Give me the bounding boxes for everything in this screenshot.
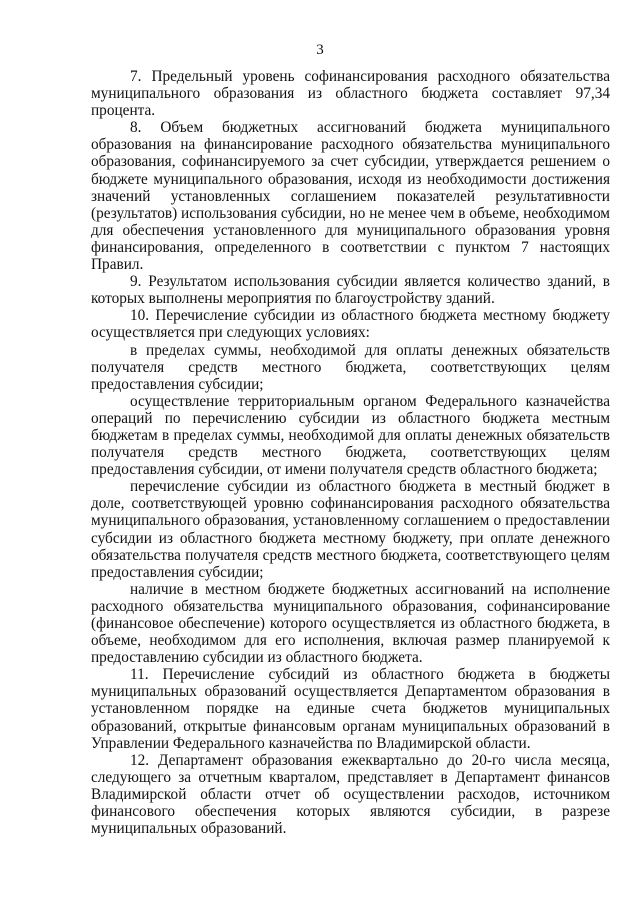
paragraph-12: 12. Департамент образования ежеквартально до 20-го числа месяца, следующего за отчетным кварталом, представляет в Департамент финансов Владимирской области отчет об осуществлении расходов, источником финансового обеспечения которых являются субсидии, в разрезе муниципальных образований. [91, 751, 610, 838]
condition-item-3: перечисление субсидии из областного бюджета в местный бюджет в доле, соответствующей уровню софинансирования расходного обязательства муниципального образования, установленному соглашением о предоставлении субсидии из областного бюджета местному бюджету, при оплате денежного обязательства получателя средств местного бюджета, соответствующего целям предоставления субсидии; [91, 478, 610, 581]
condition-item-2: осуществление территориальным органом Федерального казначейства операций по перечислению субсидии из областного бюджета местным бюджетам в пределах суммы, необходимой для оплаты денежных обязательств получателя средств местного бюджета, соответствующих целям предоставления субсидии, от имени получателя средств областного бюджета; [91, 392, 610, 479]
paragraph-11: 11. Перечисление субсидий из областного бюджета в бюджеты муниципальных образований осуществляется Департаментом образования в установленном порядке на единые счета бюджетов муниципальных образований, открытые финансовым органам муниципальных образований в Управлении Федерального казначейства по Владимирской области. [91, 666, 610, 752]
page-number: 3 [316, 42, 324, 58]
paragraph-7: 7. Предельный уровень софинансирования расходного обязательства муниципального образования из областного бюджета составляет 97,34 процента. [91, 68, 610, 120]
condition-item-1: в пределах суммы, необходимой для оплаты денежных обязательств получателя средств местного бюджета, соответствующих целям предоставления субсидии; [91, 341, 610, 393]
document-body [91, 68, 610, 837]
condition-item-4: наличие в местном бюджете бюджетных ассигнований на исполнение расходного обязательства муниципального образования, софинансирование (финансовое обеспечение) которого осуществляется из областного бюджета, в объеме, необходимом для его исполнения, включая размер планируемой к предоставлению субсидии из областного бюджета. [91, 580, 610, 667]
paragraph-8: 8. Объем бюджетных ассигнований бюджета муниципального образования на финансирование расходного обязательства муниципального образования, софинансируемого за счет субсидии, утверждается решением о бюджете муниципального образования, исходя из необходимости достижения значений установленных соглашением показателей результативности (результатов) использования субсидии, но не менее чем в объеме, необходимом для обеспечения установленного для муниципального образования уровня финансирования, определенного в соответствии с пунктом 7 настоящих Правил. [91, 119, 610, 274]
paragraph-10: 10. Перечисление субсидии из областного бюджета местному бюджету осуществляется при следующих условиях: [91, 307, 610, 342]
paragraph-9: 9. Результатом использования субсидии является количество зданий, в которых выполнены мероприятия по благоустройству зданий. [91, 273, 610, 308]
